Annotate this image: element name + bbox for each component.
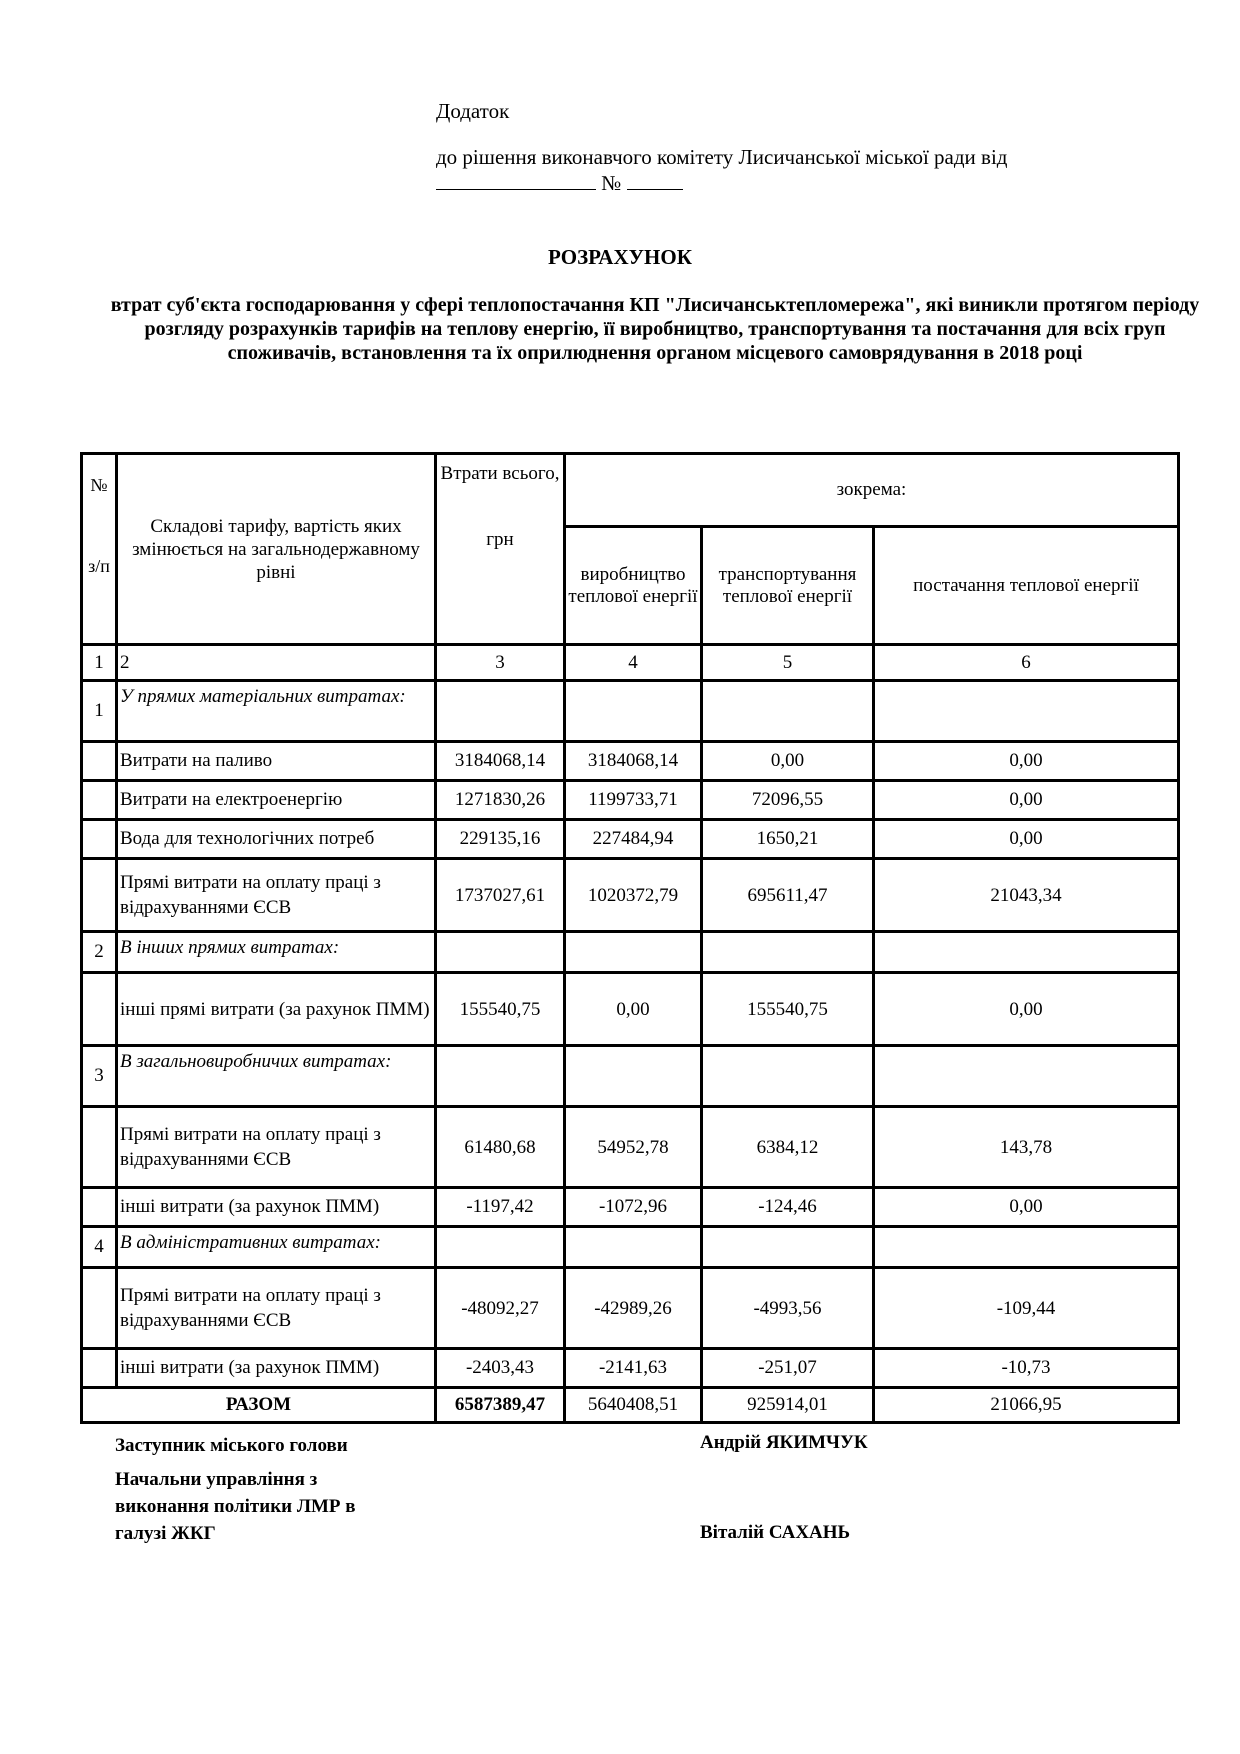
table-row: Витрати на електроенергію 1271830,26 1199733,71 72096,55 0,00 <box>82 781 1179 820</box>
table-row: інші витрати (за рахунок ПММ) -1197,42 -1072,96 -124,46 0,00 <box>82 1188 1179 1227</box>
addendum-date-number-line <box>436 170 1007 196</box>
addendum-label: Додаток <box>436 99 510 123</box>
signature-name-2: Віталій САХАНЬ <box>700 1522 851 1543</box>
table-row: інші витрати (за рахунок ПММ) -2403,43 -2141,63 -251,07 -10,73 <box>82 1349 1179 1388</box>
column-index-row: 1 2 3 4 5 6 <box>82 645 1179 681</box>
header-including: зокрема: <box>565 454 1179 527</box>
header-production: виробництво теплової енергії <box>565 527 702 645</box>
table-row: Прямі витрати на оплату праці з відрахуваннями ЄСВ 61480,68 54952,78 6384,12 143,78 <box>82 1107 1179 1188</box>
addendum-block <box>436 98 1007 196</box>
totals-supply: 21066,95 <box>874 1388 1179 1423</box>
signature-name-1: Андрій ЯКИМЧУК <box>700 1432 868 1453</box>
table-row: Прямі витрати на оплату праці з відрахуваннями ЄСВ -48092,27 -42989,26 -4993,56 -109,44 <box>82 1268 1179 1349</box>
section-row: 1 У прямих матеріальних витратах: <box>82 681 1179 742</box>
table-row: інші прямі витрати (за рахунок ПММ) 155540,75 0,00 155540,75 0,00 <box>82 973 1179 1046</box>
document-subtitle: втрат суб'єкта господарювання у сфері теплопостачання КП "Лисичанськтепломережа", які виникли протягом періоду розгляду розрахунків тарифів на теплову енергію, її виробництво, транспортування та постачання для всіх груп споживачів, встановлення та їх оприлюднення органом місцевого самоврядування в 2018 році <box>110 294 1200 364</box>
signature-positions <box>115 1432 356 1547</box>
number-blank <box>627 171 683 190</box>
totals-label: РАЗОМ <box>82 1388 436 1423</box>
signature-position-2-line2: виконання політики ЛМР в <box>115 1496 356 1517</box>
signature-position-2-line1: Начальни управління з <box>115 1469 318 1490</box>
table-row: Вода для технологічних потреб 229135,16 227484,94 1650,21 0,00 <box>82 820 1179 859</box>
header-num: № з/п <box>82 454 117 645</box>
table-row: Прямі витрати на оплату праці з відрахуваннями ЄСВ 1737027,61 1020372,79 695611,47 21043,34 <box>82 859 1179 932</box>
totals-transport: 925914,01 <box>702 1388 874 1423</box>
section-row: 3 В загальновиробничих витратах: <box>82 1046 1179 1107</box>
totals-row <box>82 1388 1179 1423</box>
number-sign: № <box>601 171 622 195</box>
table-row: Витрати на паливо 3184068,14 3184068,14 0,00 0,00 <box>82 742 1179 781</box>
signature-position-2-line3: галузі ЖКГ <box>115 1523 216 1544</box>
header-transport: транспортування теплової енергії <box>702 527 874 645</box>
date-blank <box>436 171 596 190</box>
header-total-losses: Втрати всього, грн <box>436 454 565 645</box>
section-row: 4 В адміністративних витратах: <box>82 1227 1179 1268</box>
totals-production: 5640408,51 <box>565 1388 702 1423</box>
header-supply: постачання теплової енергії <box>874 527 1179 645</box>
section-row: 2 В інших прямих витратах: <box>82 932 1179 973</box>
losses-table <box>80 452 1180 1424</box>
signature-position-1: Заступник міського голови <box>115 1435 348 1456</box>
totals-total: 6587389,47 <box>436 1388 565 1423</box>
document-title: РОЗРАХУНОК <box>548 245 692 269</box>
header-tariff-components: Складові тарифу, вартість яких змінюється на загальнодержавному рівні <box>117 454 436 645</box>
addendum-decision-line: до рішення виконавчого комітету Лисичанської міської ради від <box>436 145 1008 169</box>
